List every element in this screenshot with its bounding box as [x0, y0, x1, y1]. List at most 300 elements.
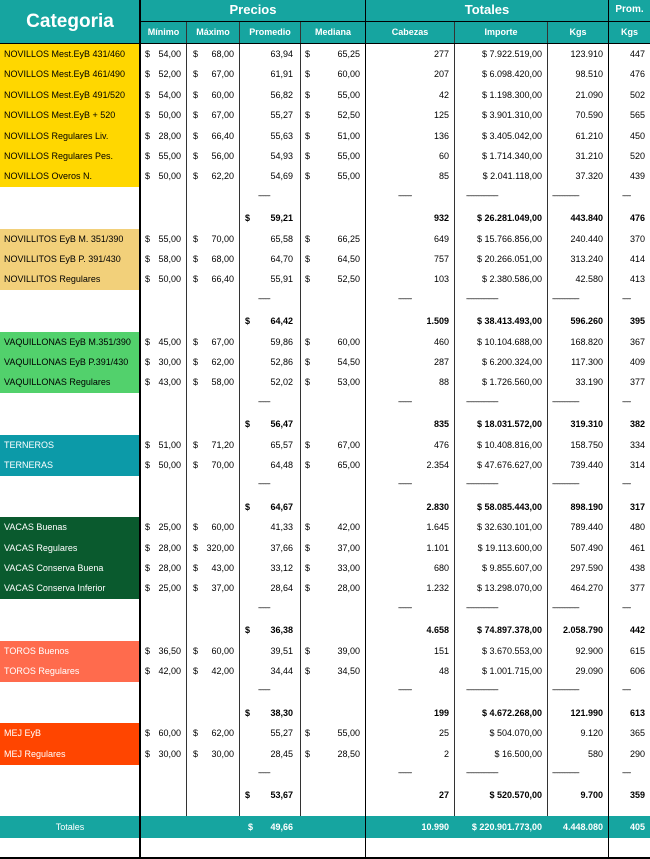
importe-value: $ 10.408.816,00 [476, 439, 542, 450]
maximo-value: 60,00 [211, 89, 234, 100]
separator-dashes: ---------------- [552, 396, 579, 406]
mediana-value: 52,50 [337, 110, 360, 121]
minimo-value: 36,50 [158, 645, 181, 656]
prom-kgs-value: 606 [629, 666, 645, 676]
category-label: TOROS Regulares [0, 661, 139, 682]
totals-label: Totales [55, 822, 85, 832]
currency-symbol: $ [193, 69, 199, 80]
currency-symbol: $ [145, 748, 151, 759]
kgs-value: 507.490 [570, 542, 603, 553]
minimo-value: 25,00 [158, 522, 181, 533]
maximo-value: 43,00 [211, 563, 234, 573]
currency-symbol: $ [305, 460, 311, 470]
separator-dashes: ------- [258, 479, 270, 489]
maximo-value: 67,00 [211, 110, 234, 121]
minimo-value: 51,00 [158, 439, 181, 450]
cabezas-value: 48 [438, 666, 449, 676]
importe-value: $ 20.266.051,00 [476, 254, 542, 264]
subtotal-prom-kgs: 359 [629, 790, 645, 801]
subtotal-prom-kgs: 476 [629, 213, 645, 224]
column-divider [300, 21, 301, 816]
kgs-value: 123.910 [570, 49, 603, 59]
promedio-value: 52,02 [270, 377, 293, 388]
cabezas-value: 88 [438, 377, 449, 388]
currency-symbol: $ [145, 89, 151, 100]
currency-symbol: $ [145, 522, 151, 533]
currency-symbol: $ [145, 336, 151, 347]
mediana-value: 64,50 [337, 254, 360, 264]
cabezas-value: 1.645 [426, 522, 449, 533]
currency-symbol: $ [193, 748, 199, 759]
importe-value: $ 6.200.324,00 [481, 357, 542, 367]
promedio-value: 28,45 [270, 748, 293, 759]
subtotal-importe: $ 26.281.049,00 [476, 213, 542, 224]
prom-kgs-value: 450 [629, 130, 645, 141]
separator-dashes: -------- [398, 602, 412, 612]
category-label: NOVILLOS Mest.EyB 491/520 [0, 85, 139, 106]
separator-dashes: ----- [622, 479, 631, 489]
currency-symbol: $ [305, 233, 311, 244]
column-divider [186, 21, 187, 816]
kgs-value: 70.590 [575, 110, 603, 121]
subtotal-cabezas: 4.658 [426, 625, 449, 636]
minimo-value: 54,00 [158, 49, 181, 59]
separator-dashes: -------- [398, 768, 412, 777]
currency-symbol: $ [305, 728, 311, 739]
currency-symbol: $ [305, 563, 311, 573]
category-label: VACAS Conserva Buena [0, 558, 139, 579]
currency-symbol: $ [193, 171, 199, 182]
currency-symbol: $ [305, 151, 311, 161]
currency-symbol: $ [193, 522, 199, 533]
separator-dashes: -------- [398, 685, 412, 695]
subtotal-importe: $ 4.672.268,00 [481, 707, 542, 718]
cabezas-value: 2 [443, 748, 449, 759]
prom-kgs-value: 565 [629, 110, 645, 121]
maximo-value: 62,00 [211, 357, 234, 367]
promedio-value: 59,86 [270, 336, 293, 347]
separator-dashes: ---------------- [552, 479, 579, 489]
subtotal-kgs: 596.260 [570, 316, 603, 327]
currency-symbol: $ [145, 254, 151, 264]
currency-symbol: $ [305, 377, 311, 388]
prom-kgs-value: 370 [629, 233, 645, 244]
column-divider [547, 21, 548, 816]
currency-symbol: $ [193, 645, 199, 656]
col-header-promedio: Promedio [240, 22, 300, 43]
promedio-value: 55,63 [270, 130, 293, 141]
category-label: NOVILLOS Overos N. [0, 166, 139, 187]
subtotal-cabezas: 2.830 [426, 501, 449, 512]
kgs-value: 29.090 [575, 666, 603, 676]
currency-symbol: $ [248, 822, 254, 832]
currency-symbol: $ [193, 728, 199, 739]
mediana-value: 55,00 [337, 151, 360, 161]
kgs-value: 61.210 [575, 130, 603, 141]
category-label: TOROS Buenos [0, 641, 139, 662]
cabezas-value: 25 [438, 728, 449, 739]
currency-symbol: $ [305, 69, 311, 80]
cabezas-value: 125 [433, 110, 449, 121]
minimo-value: 50,00 [158, 274, 181, 285]
category-label: MEJ Regulares [0, 744, 139, 765]
cabezas-value: 757 [433, 254, 449, 264]
prom-kgs-value: 377 [629, 377, 645, 388]
promedio-value: 55,91 [270, 274, 293, 285]
mediana-value: 60,00 [337, 69, 360, 80]
maximo-value: 56,00 [211, 151, 234, 161]
prom-kgs-value: 461 [629, 542, 645, 553]
minimo-value: 30,00 [158, 748, 181, 759]
prom-kgs-value: 365 [629, 728, 645, 739]
currency-symbol: $ [193, 439, 199, 450]
kgs-value: 464.270 [570, 583, 603, 594]
minimo-value: 28,00 [158, 130, 181, 141]
currency-symbol: $ [305, 542, 311, 553]
kgs-value: 42.580 [575, 274, 603, 285]
currency-symbol: $ [193, 254, 199, 264]
currency-symbol: $ [305, 49, 311, 59]
category-label: TERNEROS [0, 435, 139, 456]
minimo-value: 28,00 [158, 542, 181, 553]
importe-value: $ 3.405.042,00 [481, 130, 542, 141]
currency-symbol: $ [145, 130, 151, 141]
mediana-value: 42,00 [337, 522, 360, 533]
currency-symbol: $ [145, 645, 151, 656]
subtotal-kgs: 443.840 [570, 213, 603, 224]
currency-symbol: $ [245, 625, 251, 636]
cabezas-value: 42 [438, 89, 449, 100]
maximo-value: 30,00 [211, 748, 234, 759]
maximo-value: 68,00 [211, 49, 234, 59]
importe-value: $ 3.670.553,00 [481, 645, 542, 656]
currency-symbol: $ [305, 130, 311, 141]
category-label: NOVILLITOS Regulares [0, 269, 139, 290]
minimo-value: 42,00 [158, 666, 181, 676]
maximo-value: 42,00 [211, 666, 234, 676]
category-label: VAQUILLONAS EyB M.351/390 [0, 332, 139, 353]
separator-dashes: ------- [258, 293, 270, 303]
importe-value: $ 1.198.300,00 [481, 89, 542, 100]
kgs-value: 117.300 [571, 357, 603, 367]
importe-value: $ 10.104.688,00 [476, 336, 542, 347]
currency-symbol: $ [145, 377, 151, 388]
currency-symbol: $ [145, 583, 151, 594]
cabezas-value: 151 [433, 645, 449, 656]
importe-value: $ 32.630.101,00 [476, 522, 542, 533]
separator-dashes: ------------------- [466, 685, 498, 695]
prom-kgs-value: 476 [629, 69, 645, 80]
promedio-value: 28,64 [270, 583, 293, 594]
importe-value: $ 16.500,00 [494, 748, 542, 759]
mediana-value: 67,00 [337, 439, 360, 450]
cabezas-value: 1.101 [426, 542, 449, 553]
promedio-value: 64,70 [270, 254, 293, 264]
kgs-value: 168.820 [570, 336, 603, 347]
currency-symbol: $ [145, 233, 151, 244]
kgs-value: 313.240 [570, 254, 603, 264]
category-label: NOVILLOS Regulares Pes. [0, 146, 139, 167]
col-header-minimo: Mínimo [141, 22, 186, 43]
separator-dashes: ---------------- [552, 190, 579, 200]
col-header-importe: Importe [455, 22, 547, 43]
header-totales: Totales [366, 0, 608, 21]
promedio-value: 54,69 [270, 171, 293, 182]
cabezas-value: 680 [433, 563, 449, 573]
currency-symbol: $ [193, 49, 199, 59]
currency-symbol: $ [145, 563, 151, 573]
category-label: VACAS Regulares [0, 538, 139, 559]
kgs-value: 158.750 [570, 439, 603, 450]
currency-symbol: $ [145, 274, 151, 285]
separator-dashes: ------- [258, 396, 270, 406]
prom-kgs-value: 502 [629, 89, 645, 100]
subtotal-promedio: 59,21 [270, 213, 293, 224]
currency-symbol: $ [305, 522, 311, 533]
minimo-value: 54,00 [158, 89, 181, 100]
currency-symbol: $ [305, 666, 311, 676]
maximo-value: 320,00 [206, 542, 234, 553]
maximo-value: 60,00 [211, 522, 234, 533]
category-label: NOVILLITOS EyB P. 391/430 [0, 249, 139, 270]
prom-kgs-value: 438 [629, 563, 645, 573]
currency-symbol: $ [193, 336, 199, 347]
category-label: VAQUILLONAS Regulares [0, 372, 139, 393]
currency-symbol: $ [193, 542, 199, 553]
promedio-value: 61,91 [270, 69, 293, 80]
currency-symbol: $ [245, 213, 251, 224]
maximo-value: 67,00 [211, 69, 234, 80]
promedio-value: 55,27 [270, 110, 293, 121]
subtotal-kgs: 898.190 [570, 501, 603, 512]
separator-dashes: ---------------- [552, 293, 579, 303]
subtotal-promedio: 38,30 [270, 707, 293, 718]
separator-dashes: -------- [398, 190, 412, 200]
currency-symbol: $ [145, 460, 151, 470]
subtotal-kgs: 9.700 [580, 790, 603, 801]
currency-symbol: $ [193, 460, 199, 470]
maximo-value: 58,00 [211, 377, 234, 388]
currency-symbol: $ [305, 439, 311, 450]
minimo-value: 30,00 [158, 357, 181, 367]
currency-symbol: $ [193, 666, 199, 676]
subtotal-cabezas: 932 [433, 213, 449, 224]
mediana-value: 39,00 [337, 645, 360, 656]
mediana-value: 55,00 [337, 728, 360, 739]
currency-symbol: $ [145, 666, 151, 676]
category-label: VACAS Buenas [0, 517, 139, 538]
currency-symbol: $ [193, 233, 199, 244]
col-header-maximo: Máximo [187, 22, 239, 43]
cabezas-value: 649 [433, 233, 449, 244]
subtotal-prom-kgs: 613 [629, 707, 645, 718]
prom-kgs-value: 409 [629, 357, 645, 367]
kgs-value: 297.590 [570, 563, 603, 573]
cabezas-value: 60 [438, 151, 449, 161]
subtotal-prom-kgs: 442 [629, 625, 645, 636]
separator-dashes: ---------------- [552, 768, 579, 777]
mediana-value: 65,00 [337, 460, 360, 470]
category-label: VAQUILLONAS EyB P.391/430 [0, 352, 139, 373]
header-prom: Prom. [609, 0, 650, 21]
kgs-value: 33.190 [575, 377, 603, 388]
currency-symbol: $ [145, 110, 151, 121]
subtotal-kgs: 319.310 [570, 419, 603, 430]
subtotal-importe: $ 18.031.572,00 [476, 419, 542, 430]
totals-importe: $ 220.901.773,00 [471, 822, 542, 832]
importe-value: $ 1.714.340,00 [481, 151, 542, 161]
currency-symbol: $ [145, 151, 151, 161]
subtotal-importe: $ 38.413.493,00 [476, 316, 542, 327]
cabezas-value: 476 [433, 439, 449, 450]
importe-value: $ 15.766.856,00 [476, 233, 542, 244]
importe-value: $ 7.922.519,00 [481, 49, 542, 59]
category-label: NOVILLITOS EyB M. 351/390 [0, 229, 139, 250]
currency-symbol: $ [193, 583, 199, 594]
promedio-value: 55,27 [270, 728, 293, 739]
mediana-value: 60,00 [337, 336, 360, 347]
promedio-value: 63,94 [270, 49, 293, 59]
col-header-kgs: Kgs [548, 22, 608, 43]
currency-symbol: $ [193, 89, 199, 100]
maximo-value: 62,00 [211, 728, 234, 739]
currency-symbol: $ [145, 357, 151, 367]
minimo-value: 50,00 [158, 171, 181, 182]
subtotal-cabezas: 199 [433, 707, 449, 718]
prom-kgs-value: 439 [629, 171, 645, 182]
importe-value: $ 1.001.715,00 [481, 666, 542, 676]
subtotal-promedio: 56,47 [270, 419, 293, 430]
column-divider [454, 21, 455, 816]
category-label: MEJ EyB [0, 723, 139, 744]
prom-kgs-value: 615 [629, 645, 645, 656]
minimo-value: 45,00 [158, 336, 181, 347]
minimo-value: 50,00 [158, 110, 181, 121]
prom-kgs-value: 520 [629, 151, 645, 161]
prom-kgs-value: 413 [629, 274, 645, 285]
maximo-value: 62,20 [211, 171, 234, 182]
mediana-value: 54,50 [337, 357, 360, 367]
importe-value: $ 19.113.600,00 [477, 542, 542, 553]
currency-symbol: $ [193, 110, 199, 121]
promedio-value: 37,66 [270, 542, 293, 553]
mediana-value: 55,00 [337, 171, 360, 182]
prom-kgs-value: 334 [629, 439, 645, 450]
minimo-value: 25,00 [158, 583, 181, 594]
mediana-value: 51,00 [337, 130, 360, 141]
maximo-value: 70,00 [211, 460, 234, 470]
separator-dashes: ----- [622, 685, 631, 695]
column-divider [608, 0, 609, 859]
subtotal-cabezas: 1.509 [426, 316, 449, 327]
cabezas-value: 287 [433, 357, 449, 367]
separator-dashes: ---------------- [552, 685, 579, 695]
minimo-value: 60,00 [158, 728, 181, 739]
col-header-mediana: Mediana [301, 22, 365, 43]
totals-prom-kgs: 405 [629, 822, 645, 832]
currency-symbol: $ [145, 439, 151, 450]
subtotal-prom-kgs: 317 [629, 501, 645, 512]
minimo-value: 55,00 [158, 233, 181, 244]
separator-dashes: ------- [258, 602, 270, 612]
maximo-value: 67,00 [211, 336, 234, 347]
kgs-value: 92.900 [575, 645, 603, 656]
subtotal-promedio: 64,42 [270, 316, 293, 327]
cabezas-value: 207 [433, 69, 449, 80]
kgs-value: 580 [587, 748, 603, 759]
currency-symbol: $ [145, 69, 151, 80]
separator-dashes: ------- [258, 685, 270, 695]
cabezas-value: 1.232 [426, 583, 449, 594]
cabezas-value: 460 [433, 336, 449, 347]
category-label: TERNERAS [0, 455, 139, 476]
mediana-value: 28,00 [337, 583, 360, 594]
minimo-value: 28,00 [158, 563, 181, 573]
promedio-value: 33,12 [270, 563, 293, 573]
subtotal-promedio: 36,38 [270, 625, 293, 636]
kgs-value: 37.320 [575, 171, 603, 182]
separator-dashes: ------------------- [466, 768, 498, 777]
currency-symbol: $ [305, 645, 311, 656]
mediana-value: 53,00 [337, 377, 360, 388]
separator-dashes: -------- [398, 396, 412, 406]
minimo-value: 50,00 [158, 460, 181, 470]
kgs-value: 98.510 [575, 69, 603, 80]
currency-symbol: $ [305, 748, 311, 759]
kgs-value: 789.440 [570, 522, 603, 533]
importe-value: $ 47.676.627,00 [476, 460, 542, 470]
subtotal-prom-kgs: 382 [629, 419, 645, 430]
maximo-value: 66,40 [211, 130, 234, 141]
col-header-cabezas: Cabezas [366, 22, 454, 43]
subtotal-importe: $ 58.085.443,00 [476, 501, 542, 512]
importe-value: $ 2.041.118,00 [482, 171, 542, 182]
importe-value: $ 9.855.607,00 [481, 563, 542, 573]
prom-kgs-value: 290 [629, 748, 645, 759]
header-precios: Precios [141, 0, 365, 21]
row-divider [140, 21, 650, 22]
separator-dashes: ------------------- [466, 602, 498, 612]
prom-kgs-value: 414 [629, 254, 645, 264]
separator-dashes: ------- [258, 768, 270, 777]
promedio-value: 39,51 [270, 645, 293, 656]
currency-symbol: $ [305, 274, 311, 285]
subtotal-importe: $ 520.570,00 [489, 790, 542, 801]
currency-symbol: $ [245, 790, 251, 801]
column-divider [139, 0, 141, 859]
prom-kgs-value: 480 [629, 522, 645, 533]
minimo-value: 58,00 [158, 254, 181, 264]
currency-symbol: $ [193, 377, 199, 388]
promedio-value: 54,93 [270, 151, 293, 161]
promedio-value: 65,57 [270, 439, 293, 450]
prom-kgs-value: 367 [629, 336, 645, 347]
currency-symbol: $ [193, 563, 199, 573]
category-label: NOVILLOS Mest.EyB + 520 [0, 105, 139, 126]
importe-value: $ 1.726.560,00 [481, 377, 542, 388]
maximo-value: 71,20 [211, 439, 234, 450]
promedio-value: 64,48 [270, 460, 293, 470]
category-label: NOVILLOS Mest.EyB 431/460 [0, 44, 139, 65]
promedio-value: 34,44 [270, 666, 293, 676]
kgs-value: 9.120 [580, 728, 603, 739]
subtotal-kgs: 2.058.790 [562, 625, 603, 636]
promedio-value: 65,58 [270, 233, 293, 244]
minimo-value: 52,00 [158, 69, 181, 80]
currency-symbol: $ [193, 274, 199, 285]
maximo-value: 60,00 [211, 645, 234, 656]
promedio-value: 41,33 [270, 522, 293, 533]
